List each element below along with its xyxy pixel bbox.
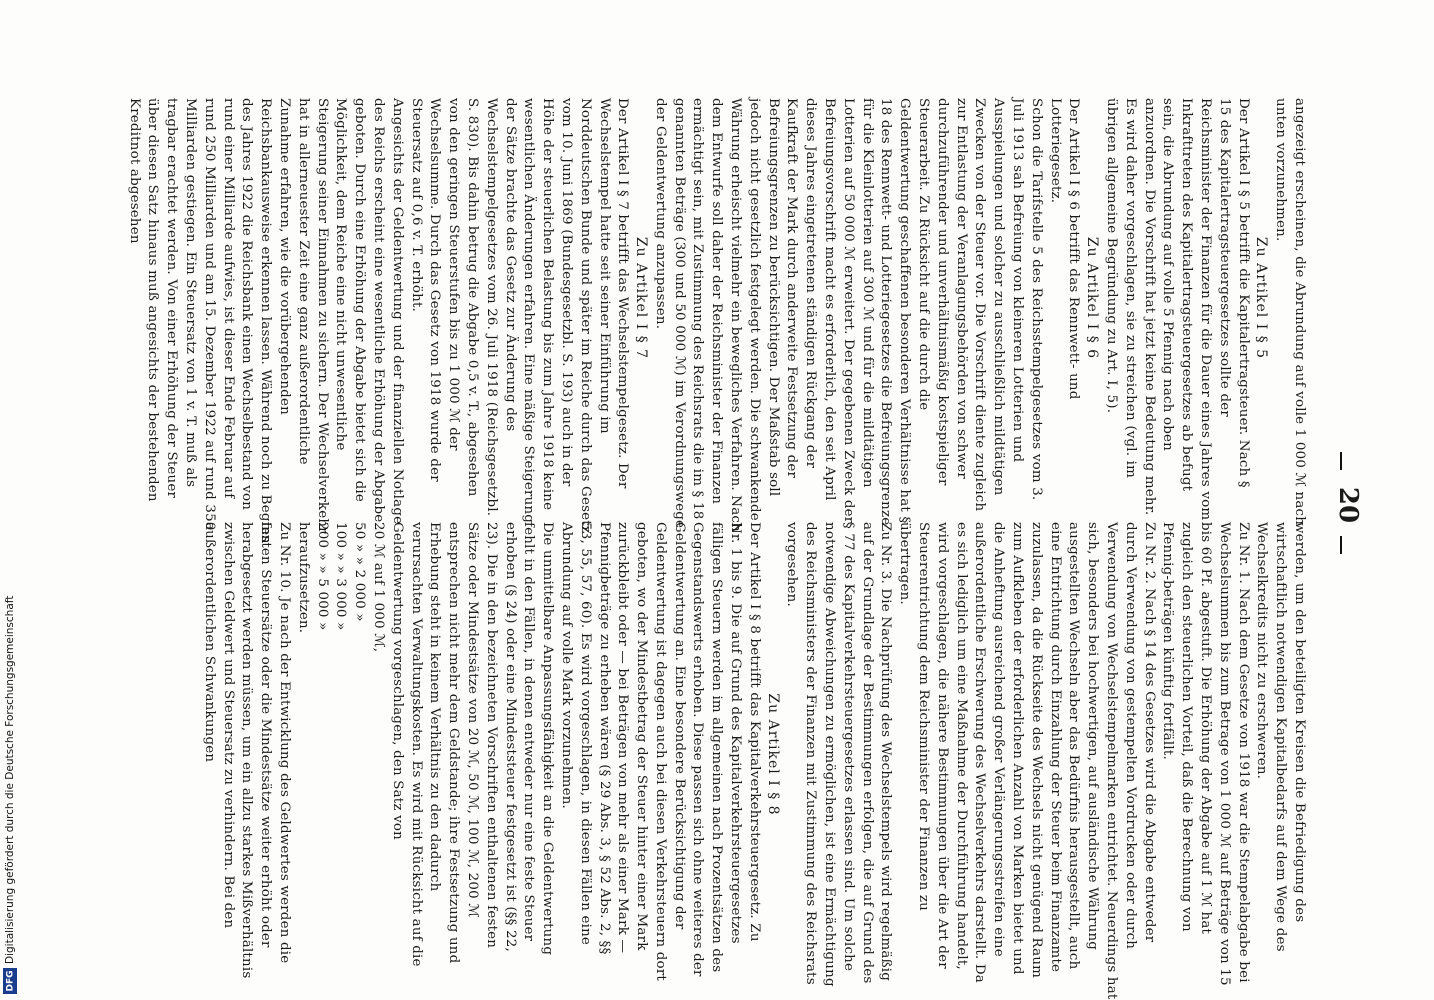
right-p5: Angesichts der Geldentwertung und der finanziellen Notlage des Reichs erscheint eine wesentliche Erhöhung der Abgabe geboten. Durch eine Erhöhung der Abgabe bietet sich die Möglichkeit, dem Reiche eine nicht unwesentliche Steigerung seiner Einnahmen zu sichern. Der Wechselverkehr hat in allerneuester Zeit eine ganz außerordentliche Zunahme erfahren, wie die vorübergehenden Reichsbankausweise erkennen lassen. Während noch zu Beginn des Jahres 1922 die Reichsbank einen Wechselbestand von rund einer Milliarde aufwies, ist dieser Ende Februar auf rund 250 Milliarden und am 15. Dezember 1922 auf rund 350 Milliarden gestiegen. Ein Steuersatz von 1 v. T. muß als tragbar erachtet werden. Von einer Erhöhung der Steuer über diesen Satz hinaus muß angesichts der bestehenden Kreditnot abgesehen [126, 98, 405, 544]
heading-art-i-5: Zu Artikel I § 5 [1253, 236, 1270, 360]
left-p3: Zu Nr. 3. Die Nachprüfung des Wechselstempels wird regelmäßig auf der Grundlage der Bestimmungen erfolgen, die auf Grund des § 77 des Kapitalverkehrsteuergesetzes erlassen sind. Um solche notwendige Abweichungen zu ermöglichen, ist eine Ermächtigung des Reichsministers der Finanzen mit Zustimmung des Reichsrats vorgesehen. [784, 522, 894, 987]
rate-1: 20 ℳ auf 1 000 ℳ, [370, 522, 386, 653]
heading-art-i-6: Zu Artikel I § 6 [1084, 236, 1101, 360]
dfg-logo [3, 968, 17, 994]
left-column [201, 522, 1308, 1000]
rate-4: 200 » » 5 000 » [314, 522, 330, 631]
rate-2: 50 » » 2 000 » [352, 522, 368, 622]
heading-art-i-8: Zu Artikel I § 8 [764, 693, 781, 816]
rate-3: 100 » » 3 000 » [333, 522, 349, 631]
dfg-logo-text: DFG [5, 970, 16, 992]
right-p2: Der Artikel I § 6 betrifft das Rennwett- und Lotteriegesetz. [1047, 98, 1082, 400]
left-p7: Zu Nr. 10. Je nach der Entwicklung des Geldwertes werden die festen Steuersätze oder die Mindestsätze weiter erhöht oder herabgesetzt werden müssen, um ein allzu starkes Mißverhältnis zwischen Geldwert und Steuersatz zu verhindern. Bei den außerordentlichen Schwankungen [201, 522, 292, 979]
right-p1: Der Artikel I § 5 betrifft die Kapitalertragsteuer. Nach § 15 des Kapitalertragsteuergesetzes sollte der Reichsminister der Finanzen für die Dauer eines Jahres vom Inkrafttreten des Kapitalertragsteuergesetzes ab befugt sein, die Abrundung auf volle 5 Pfennig nach oben anzuordnen. Die Vorschrift hat jetzt keine Bedeutung mehr. Es wird daher vorgeschlagen, sie zu streichen (vgl. im übrigen allgemeine Begründung zu Art. I, 5). [1104, 98, 1251, 521]
right-column [126, 98, 1308, 544]
page-number: 20 [1333, 486, 1364, 524]
right-p4: Der Artikel I § 7 betrifft das Wechselstempelgesetz. Der Wechselstempel hatte seit seiner Einführung im Norddeutschen Bunde und später im Reiche durch das Gesetz vom 10. Juni 1869 (Bundesgesetzbl. S. 193) auch in der Höhe der steuerlichen Belastung bis zum Jahre 1918 keine wesentlichen Änderungen erfahren. Eine mäßige Steigerung der Sätze brachte das Gesetz zur Änderung des Wechselstempelgesetzes vom 26. Juli 1918 (Reichsgesetzbl. S. 830). Bis dahin betrug die Abgabe 0,5 v. T., abgesehen von den geringen Steuerstufen bis zu 1 000 ℳ der Wechselsumme. Durch das Gesetz von 1918 wurde der Steuersatz auf 0,6 v. T. erhöht. [408, 98, 631, 534]
page-number-dash-top [1340, 452, 1342, 470]
heading-art-i-7: Zu Artikel I § 7 [633, 236, 650, 360]
left-p6: heraufzusetzen. [295, 522, 311, 634]
digitization-credit: Digitalisierung gefördert durch die Deutsche Forschungsgemeinschaft [4, 595, 16, 964]
left-p4: Der Artikel I § 8 betrifft das Kapitalverkehrsteuergesetz. Zu Nr. 1 bis 9. Die auf Grund des Kapitalverkehrsteuergesetzes fälligen Steuern werden im allgemeinen nach Prozentsätzen des Gegenstandswerts erhoben. Diese passen sich ohne weiteres der Geldentwertung an. Eine besondere Berücksichtigung der Geldentwertung ist dagegen auch bei diesen Verkehrsteuern dort geboten, wo der Mindestbetrag der Steuer hinter einer Mark zurückbleibt oder — bei Beträgen von mehr als einer Mark — Pfennigbeträge zu erheben wären (§ 29 Abs. 3, § 52 Abs. 2, §§ 53, 55, 57, 60). Es wird vorgeschlagen, in diesen Fällen eine Abrundung auf volle Mark vorzunehmen. [558, 522, 762, 982]
left-p5: Die unmittelbare Anpassungsfähigkeit an die Geldentwertung fehlt in den Fällen, in denen entweder nur eine feste Steuer erhoben (§ 24) oder eine Mindeststeuer festgesetzt ist (§§ 22, 23). Die in den bezeichneten Vorschriften enthaltenen festen Sätze oder Mindestsätze von 20 ℳ, 50 ℳ, 100 ℳ, 200 ℳ entsprechen nicht mehr dem Geldstande; ihre Festsetzung und Erhebung steht in keinem Verhältnis zu den dadurch verursachten Verwaltungskosten. Es wird mit Rücksicht auf die Geldentwertung vorgeschlagen, den Satz von [389, 522, 556, 967]
right-intro: angezeigt erscheinen, die Abrundung auf volle 1 000 ℳ nach unten vorzunehmen. [1273, 98, 1307, 526]
left-p2: Zu Nr. 2. Nach § 14 des Gesetzes wird die Abgabe entweder durch Verwendung von gestempelten Vordrucken oder durch Verwendung von Wechselstempelmarken entrichtet. Neuerdings hat sich, besonders bei hochwertigen, auf ausländische Währung ausgestellten Wechseln aber das Bedürfnis herausgestellt, auch eine Entrichtung durch Einzahlung der Steuer beim Finanzamte zuzulassen, da die Rückseite des Wechsels nicht genügend Raum zum Aufkleben der erforderlichen Anzahl von Marken bietet und die Anheftung ausreichend großer Verlängerungsstreifen eine außerordentliche Erschwerung des Wechselverkehrs darstellt. Da es sich lediglich um eine Maßnahme der Durchführung handelt, wird vorgeschlagen, die nähere Bestimmungen über die Art der Steuerentrichtung dem Reichsminister der Finanzen zu übertragen. [897, 522, 1157, 1000]
left-intro: werden, um den beteiligten Kreisen die Befriedigung des wirtschaftlich notwendigen Kapitalbedarfs auf dem Wege des Wechselkredits nicht zu erschweren. [1254, 522, 1307, 952]
right-p3: Schon die Tarifstelle 5 des Reichsstempelgesetzes vom 3. Juli 1913 sah Befreiung von kleineren Lotterien und Ausspielungen und solcher zu ausschließlich mildtätigen Zwecken von der Steuer vor. Die Vorschrift diente zugleich zur Entlastung der Veranlagungsbehörden von schwer durchzuführender und unverhältnismäßig kostspieliger Steuerarbeit. Zu Rücksicht auf die durch die Geldentwertung geschaffenen besonderen Verhältnisse hat § 18 des Rennwett- und Lotteriegesetzes die Befreiungsgrenze für die Kleinlotterien auf 300 ℳ und für die mildtätigen Lotterien auf 50 000 ℳ erweitert. Der gegebenen Zweck der Befreiungsvorschrift macht es erforderlich, den seit April dieses Jahres eingetretenen ständigen Rückgang der Kaufkraft der Mark durch anderweite Festsetzung der Befreiungsgrenzen zu berücksichtigen. Der Maßstab soll jedoch nicht gesetzlich festgelegt werden. Die schwankende Währung erheischt vielmehr ein bewegliches Verfahren. Nach dem Entwurfe soll daher der Reichsminister der Finanzen ermächtigt sein, mit Zustimmung des Reichsrats die im § 18 genannten Beträge (300 und 50 000 ℳ) im Verordnungswege der Geldentwertung anzupassen. [652, 98, 1044, 532]
page-number-dash-bottom [1340, 536, 1342, 554]
left-p1: Zu Nr. 1. Nach dem Gesetze von 1918 war die Stempelabgabe bei Wechselsummen bis zum Betrage von 1 000 ℳ auf Beträge von 15 bis 60 Pf. abgestuft. Die Erhöhung der Abgabe auf 1 ℳ hat zugleich den steuerlichen Vorteil, daß die Berechnung von Pfennig-beträgen künftig fortfällt. [1160, 522, 1251, 986]
